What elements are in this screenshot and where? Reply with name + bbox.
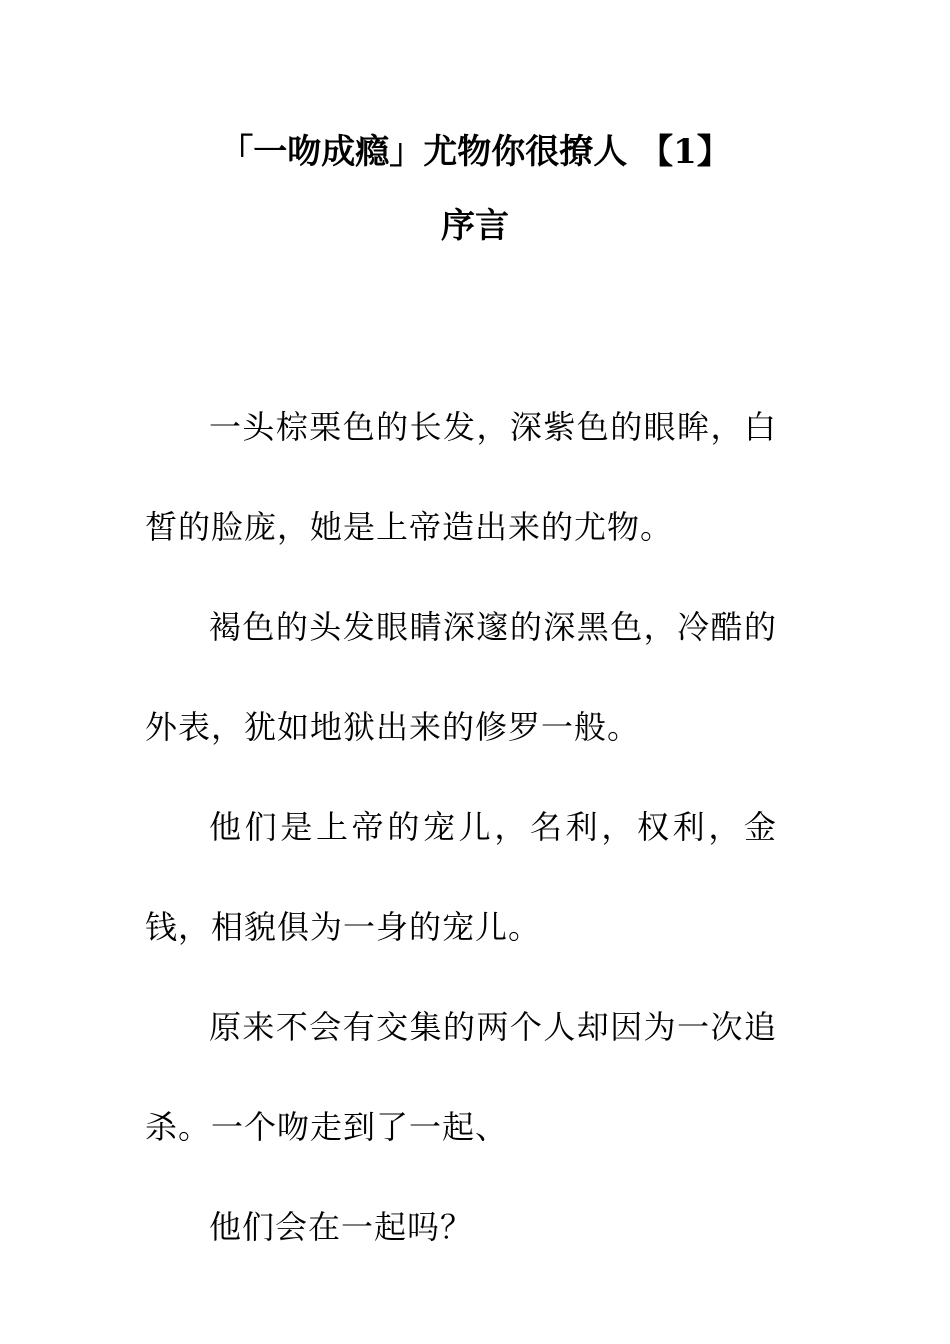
document-subtitle: 序言	[441, 206, 509, 246]
paragraph: 褐色的头发眼睛深邃的深黑色，冷酷的外表，犹如地狱出来的修罗一般。	[145, 608, 777, 746]
paragraph: 一头棕栗色的长发，深紫色的眼眸，白皙的脸庞，她是上帝造出来的尤物。	[145, 408, 777, 546]
paragraph: 他们是上帝的宠儿，名利，权利，金钱，相貌俱为一身的宠儿。	[145, 808, 777, 946]
paragraph: 原来不会有交集的两个人却因为一次追杀。一个吻走到了一起、	[145, 1008, 777, 1146]
document-title: 「一吻成瘾」尤物你很撩人 【1】	[219, 132, 731, 172]
paragraph: 他们会在一起吗？	[209, 1208, 474, 1246]
document-body	[145, 377, 777, 1277]
